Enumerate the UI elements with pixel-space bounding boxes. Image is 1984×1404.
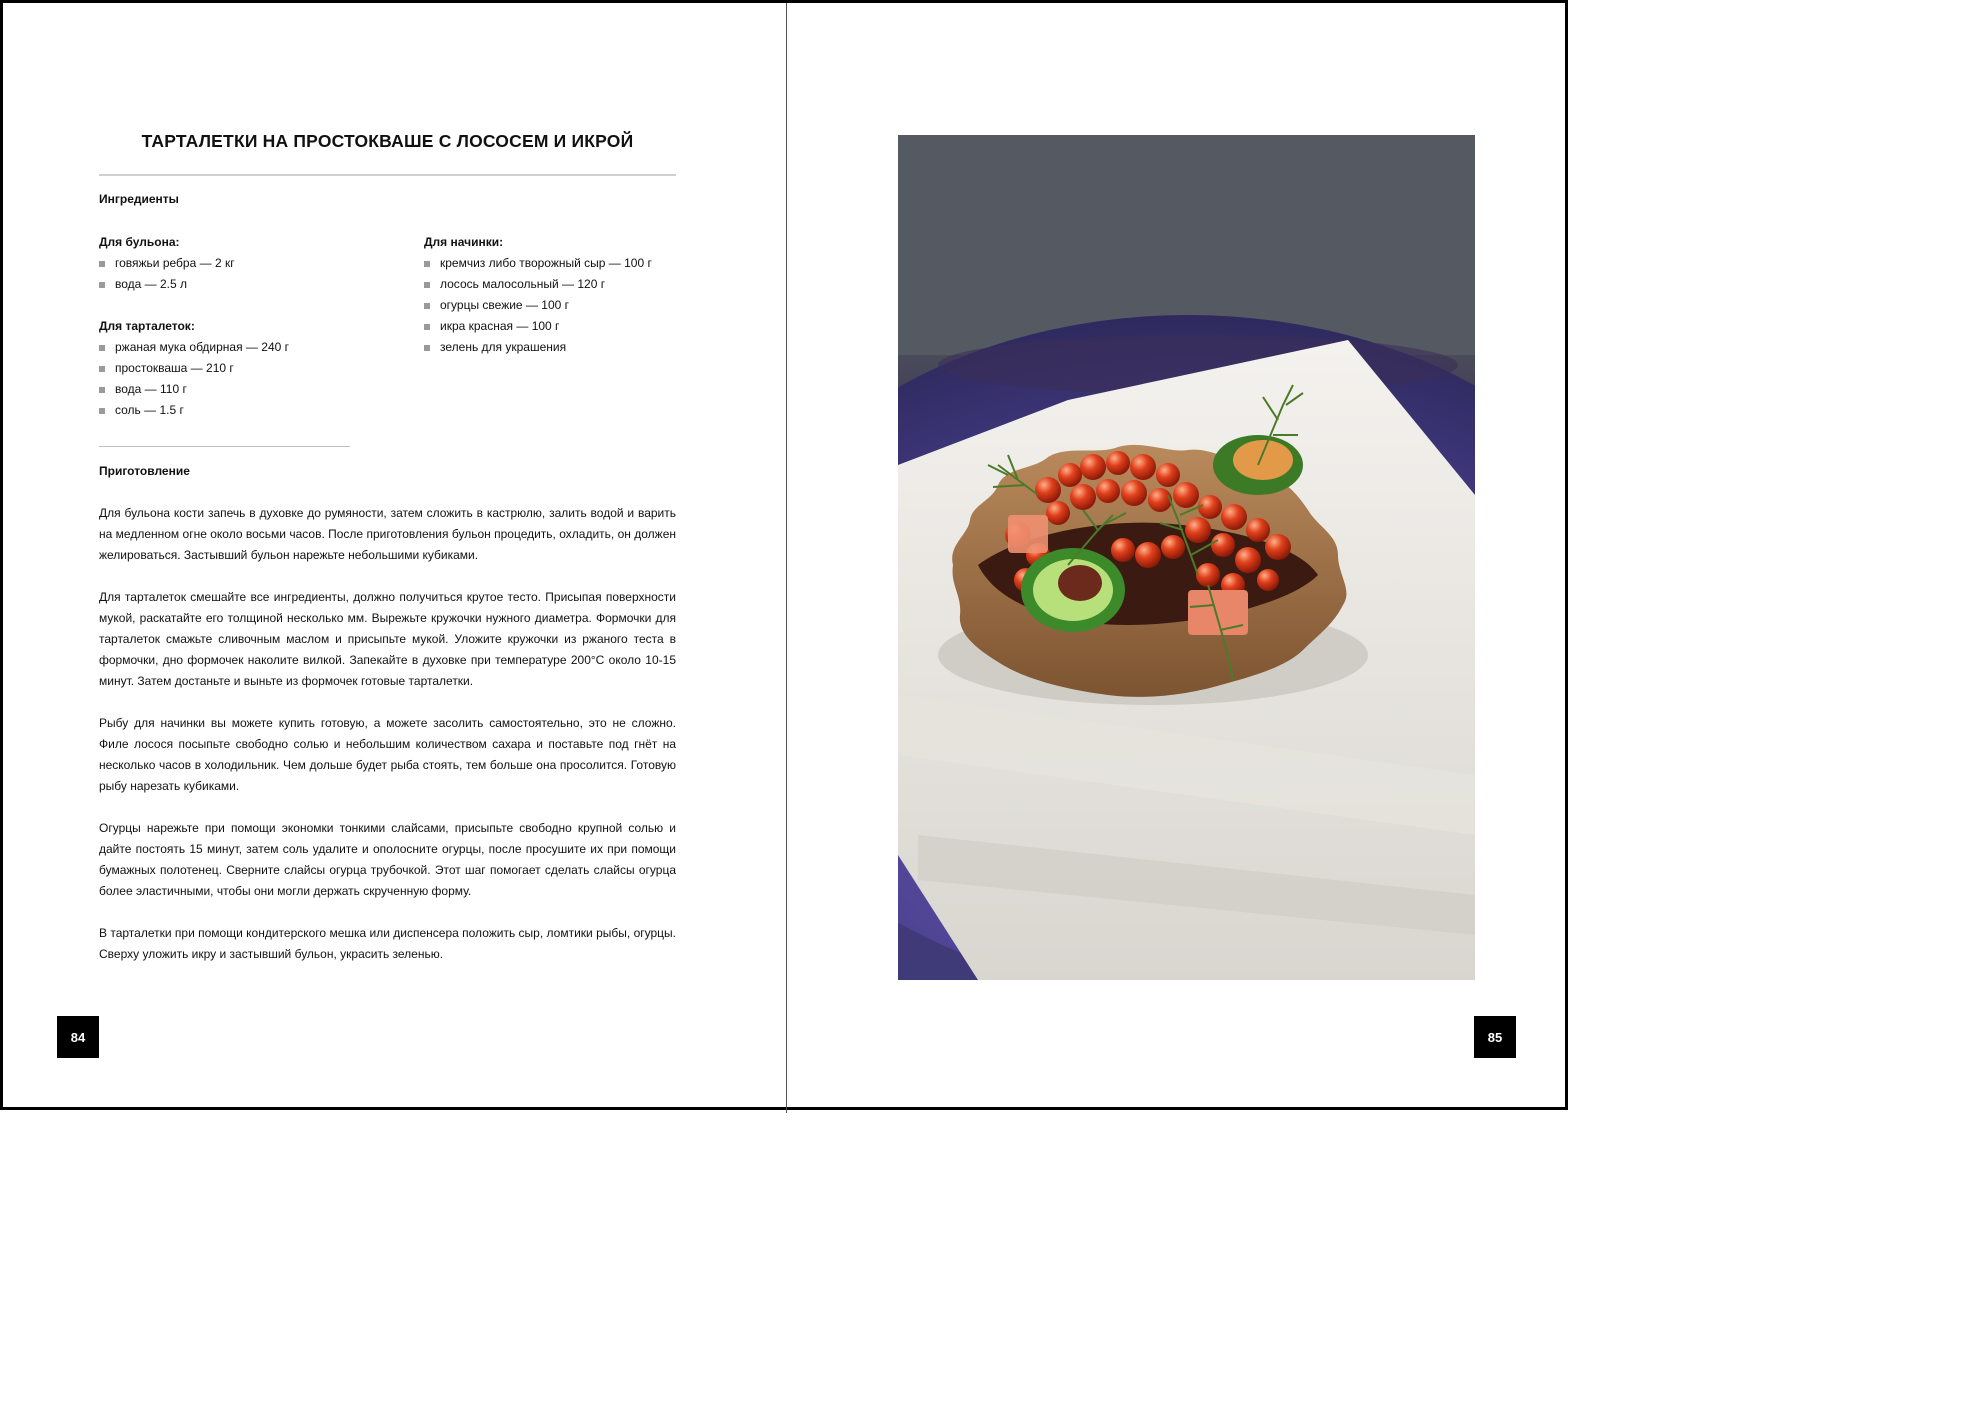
bullet-icon xyxy=(99,282,105,288)
page-number-right: 85 xyxy=(1474,1016,1516,1058)
list-item: огурцы свежие — 100 г xyxy=(424,295,684,316)
bullet-icon xyxy=(99,261,105,267)
ingredients-left-column xyxy=(99,232,399,421)
ingredients-right-column xyxy=(424,232,684,358)
filling-group-title: Для начинки: xyxy=(424,235,504,249)
bullet-icon xyxy=(424,345,430,351)
step-paragraph: Огурцы нарежьте при помощи экономки тонкими слайсами, присыпьте свободно крупной солью и дайте постоять 15 минут, затем соль удалите и ополосните огурцы, после просушите их при помощи бумажных полотенец. Сверните слайсы огурца трубочкой. Этот шаг помогает сделать слайсы огурца более эластичными, чтобы они могли держать скрученную форму. xyxy=(99,821,676,898)
list-item: икра красная — 100 г xyxy=(424,316,684,337)
broth-list xyxy=(99,253,399,295)
list-item: вода — 2.5 л xyxy=(99,274,399,295)
bullet-icon xyxy=(99,345,105,351)
list-item: кремчиз либо творожный сыр — 100 г xyxy=(424,253,684,274)
list-item: зелень для украшения xyxy=(424,337,684,358)
salmon-cube xyxy=(1188,590,1248,635)
tartlets-group-title: Для тарталеток: xyxy=(99,319,195,333)
list-item: простокваша — 210 г xyxy=(99,358,399,379)
title-divider xyxy=(99,174,676,176)
left-page xyxy=(3,3,786,1113)
broth-group-title: Для бульона: xyxy=(99,235,180,249)
list-item: ржаная мука обдирная — 240 г xyxy=(99,337,399,358)
preparation-steps xyxy=(99,503,676,986)
tartlet-photo xyxy=(898,135,1475,980)
tartlet-illustration xyxy=(898,135,1475,980)
bullet-icon xyxy=(424,324,430,330)
page-number-left: 84 xyxy=(57,1016,99,1058)
tartlets-list xyxy=(99,337,399,421)
step-paragraph: Для тарталеток смешайте все ингредиенты, должно получиться крутое тесто. Присыпая поверхности мукой, раскатайте его толщиной несколько мм. Вырежьте кружочки нужного диаметра. Формочки для тарталеток смажьте сливочным маслом и присыпьте мукой. Уложите кружочки из ржаного теста в формочки, дно формочек наколите вилкой. Запекайте в духовке при температуре 200°С около 10-15 минут. Затем достаньте и выньте из формочек готовые тарталетки. xyxy=(99,590,676,688)
list-item: говяжьи ребра — 2 кг xyxy=(99,253,399,274)
list-item: вода — 110 г xyxy=(99,379,399,400)
bullet-icon xyxy=(99,408,105,414)
list-item: лосось малосольный — 120 г xyxy=(424,274,684,295)
bullet-icon xyxy=(424,303,430,309)
step-paragraph: Для бульона кости запечь в духовке до румяности, затем сложить в кастрюлю, залить водой и варить на медленном огне около восьми часов. После приготовления бульон процедить, охладить, он должен желироваться. Застывший бульон нарежьте небольшими кубиками. xyxy=(99,506,676,562)
bullet-icon xyxy=(424,282,430,288)
filling-list xyxy=(424,253,684,358)
ingredients-heading: Ингредиенты xyxy=(99,192,179,206)
section-divider xyxy=(99,446,350,447)
list-item: соль — 1.5 г xyxy=(99,400,399,421)
bullet-icon xyxy=(99,366,105,372)
preparation-heading: Приготовление xyxy=(99,464,190,478)
recipe-title: ТАРТАЛЕТКИ НА ПРОСТОКВАШЕ С ЛОСОСЕМ И ИКРОЙ xyxy=(141,131,634,151)
bullet-icon xyxy=(99,387,105,393)
step-paragraph: В тарталетки при помощи кондитерского мешка или диспенсера положить сыр, ломтики рыбы, огурцы. Сверху уложить икру и застывший бульон, украсить зеленью. xyxy=(99,926,676,961)
bullet-icon xyxy=(424,261,430,267)
step-paragraph: Рыбу для начинки вы можете купить готовую, а можете засолить самостоятельно, это не сложно. Филе лосося посыпьте свободно солью и небольшим количеством сахара и поставьте под гнёт на несколько часов в холодильник. Чем дольше будет рыба стоять, тем больше она просолится. Готовую рыбу нарезать кубиками. xyxy=(99,716,676,793)
